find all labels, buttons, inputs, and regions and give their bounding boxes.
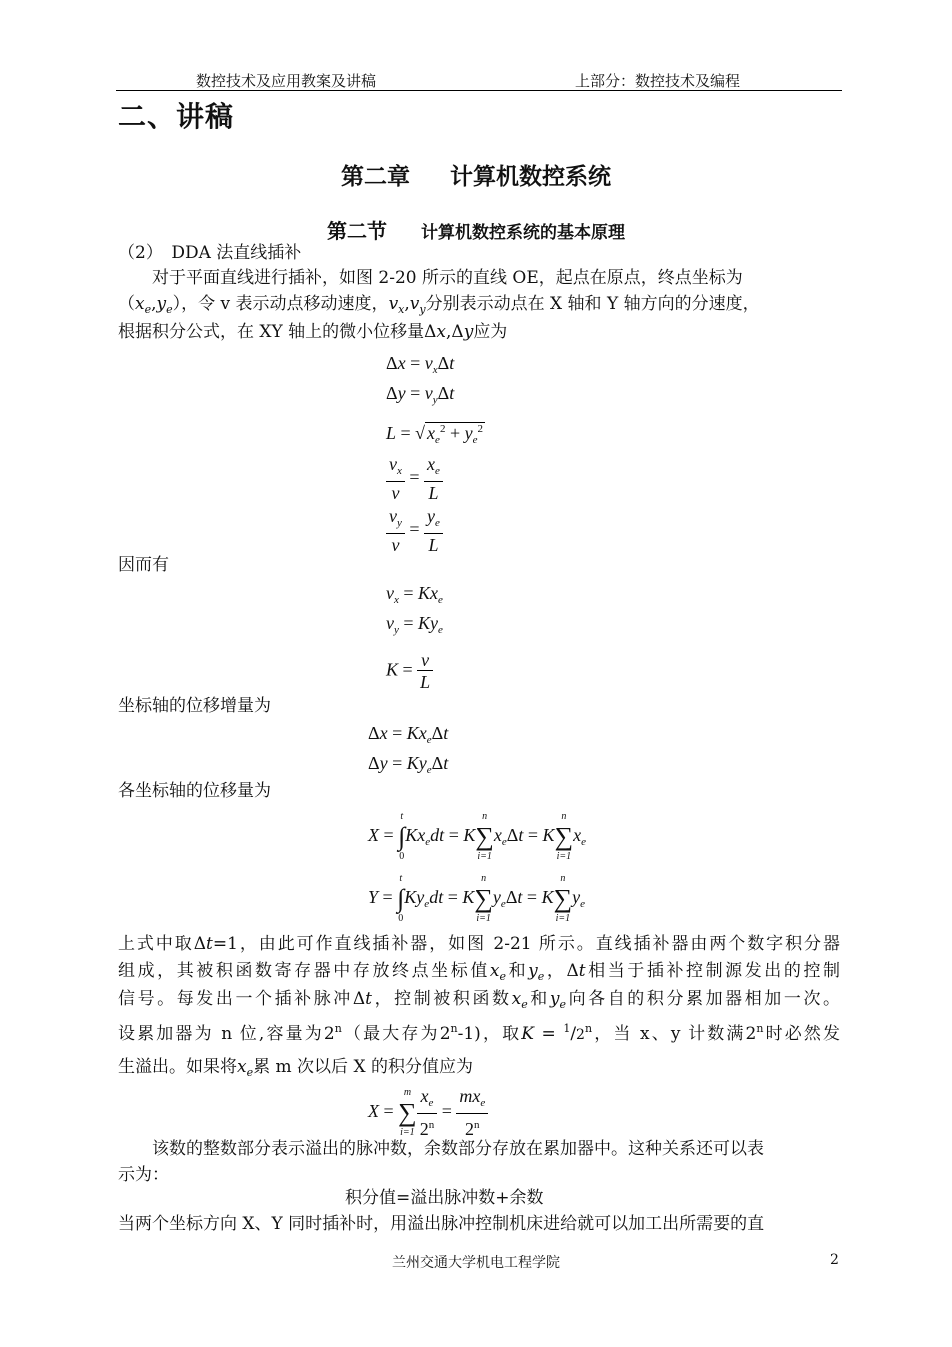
- paragraph-line: 根据积分公式，在 XY 轴上的微小位移量Δx,Δy应为: [118, 322, 508, 342]
- paragraph-line: 各坐标轴的位移量为: [118, 781, 271, 801]
- paragraph-line: 上式中取Δt=1，由此可作直线插补器，如图 2-21 所示。直线插补器由两个数字积分器: [118, 934, 840, 954]
- equation-vx-ratio: $\frac{v_x}{v}$ = $\frac{x_e}{L}$: [386, 454, 443, 504]
- header-course-title: 数控技术及应用教案及讲稿: [196, 72, 377, 90]
- paragraph-line: 组成，其被积函数寄存器中存放终点坐标值$x_e$和$y_e$，Δt相当于插补控制源发出的控制: [118, 961, 841, 983]
- equation-vy: $v_y = Ky_e$: [386, 613, 443, 636]
- chapter-name: 计算机数控系统: [450, 164, 611, 190]
- paragraph-line: 示为：: [118, 1165, 169, 1185]
- footer-institution: 兰州交通大学机电工程学院: [392, 1255, 560, 1271]
- paragraph-line: 因而有: [118, 555, 169, 575]
- section-number: 第二节: [327, 219, 387, 243]
- equation-dx: $\Delta x = v_x\Delta t$: [386, 353, 455, 376]
- equation-y-integral: Y = t ∫ 0 $Ky_edt = K$ n ∑ i=1 $y_e\Delta t = K$ n ∑ i=1 $y_e$: [368, 873, 586, 924]
- equation-dy: $\Delta y = v_y\Delta t$: [386, 383, 455, 406]
- paragraph-line: 生溢出。如果将$x_e$累 m 次以后 X 的积分值应为: [118, 1057, 473, 1079]
- page-number: 2: [830, 1252, 839, 1268]
- equation-length: L = √ $x_e^2 + y_e^2$: [386, 423, 483, 446]
- chapter-title: [0, 158, 952, 191]
- equation-dy-increment: $\Delta y = Ky_e\Delta t$: [368, 753, 449, 776]
- item-title: （2） DDA 法直线插补: [118, 243, 302, 263]
- header-rule: [116, 90, 842, 91]
- equation-dx-increment: $\Delta x = Kx_e\Delta t$: [368, 723, 449, 746]
- section-heading: 二、讲稿: [118, 100, 235, 133]
- paragraph-line: 该数的整数部分表示溢出的脉冲数，余数部分存放在累加器中。这种关系还可以表: [152, 1139, 764, 1159]
- paragraph-line: 设累加器为 n 位,容量为2$^n$（最大存为2$^n$-1)，取$K = ^1/2^n$，当 x、y 计数满2$^n$时必然发: [118, 1022, 841, 1044]
- paragraph-line: 对于平面直线进行插补，如图 2-20 所示的直线 OE，起点在原点，终点坐标为: [152, 268, 743, 288]
- section-title: [0, 215, 952, 244]
- section-name: 计算机数控系统的基本原理: [421, 223, 625, 243]
- equation-vy-ratio: $\frac{v_y}{v}$ = $\frac{y_e}{L}$: [386, 506, 443, 556]
- formula-text: 积分值=溢出脉冲数+余数: [345, 1188, 544, 1208]
- paragraph-line: $(x_e,y_e)$，令 v 表示动点移动速度，$v_x,v_y$分别表示动点在 X 轴和 Y 轴方向的分速度，: [118, 294, 760, 316]
- paragraph-line: 坐标轴的位移增量为: [118, 696, 271, 716]
- chapter-number: 第二章: [341, 164, 410, 190]
- equation-vx: $v_x = Kx_e$: [386, 583, 443, 606]
- equation-k: K = $\frac{v}{L}$: [386, 650, 433, 693]
- header-part-title: 上部分：数控技术及编程: [575, 72, 741, 90]
- equation-x-integral: X = t ∫ 0 $Kx_edt = K$ n ∑ i=1 $x_e\Delta t = K$ n ∑ i=1 $x_e$: [368, 811, 586, 862]
- paragraph-line: 当两个坐标方向 X、Y 同时插补时，用溢出脉冲控制机床进给就可以加工出所需要的直: [118, 1214, 765, 1234]
- paragraph-line: 信号。每发出一个插补脉冲Δt，控制被积函数$x_e$和$y_e$向各自的积分累加器相加一次。: [118, 989, 841, 1011]
- equation-x-sum: X = m ∑ i=1 $\frac{x_e}{2^n}$ = $\frac{mx_e}{2^n}$: [368, 1086, 488, 1140]
